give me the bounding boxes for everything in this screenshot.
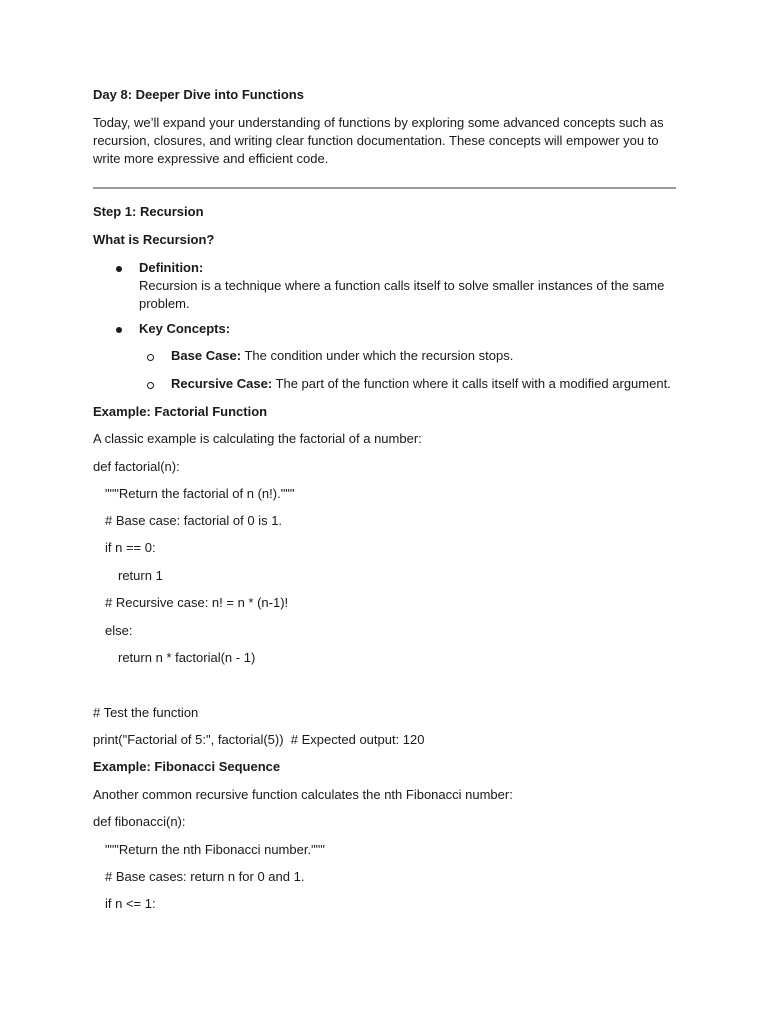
code-line: """Return the nth Fibonacci number."""	[105, 842, 325, 857]
code-line: """Return the factorial of n (n!)."""	[105, 486, 295, 501]
recursive-case-text: The part of the function where it calls itself with a modified argument.	[272, 376, 671, 391]
code-line: return n * factorial(n - 1)	[118, 650, 256, 665]
bullet-circle-icon	[147, 382, 154, 389]
recursive-case-label: Recursive Case:	[171, 376, 273, 391]
base-case-text: The condition under which the recursion stops.	[241, 348, 514, 363]
horizontal-divider	[93, 187, 676, 189]
bullet-circle-icon	[147, 354, 154, 361]
code-line: return 1	[118, 568, 163, 583]
code-line: if n <= 1:	[105, 896, 156, 911]
test-call: print("Factorial of 5:", factorial(5)) # Expected output: 120	[93, 732, 425, 747]
code-line: if n == 0:	[105, 540, 156, 555]
bullet-dot-icon	[116, 266, 122, 272]
factorial-intro: A classic example is calculating the factorial of a number:	[93, 431, 422, 446]
fibonacci-intro: Another common recursive function calculates the nth Fibonacci number:	[93, 787, 513, 802]
code-line: def factorial(n):	[93, 459, 180, 474]
intro-paragraph: Today, we’ll expand your understanding of functions by exploring some advanced concepts such as recursion, closures, and writing clear function documentation. These concepts will empower you to write more expressive and efficient code.	[93, 115, 664, 166]
factorial-heading: Example: Factorial Function	[93, 404, 268, 419]
test-comment: # Test the function	[93, 705, 199, 720]
bullet-dot-icon	[116, 327, 122, 333]
document-page	[93, 0, 683, 1024]
definition-item	[139, 259, 669, 313]
code-line: # Base cases: return n for 0 and 1.	[105, 869, 305, 884]
code-line: # Base case: factorial of 0 is 1.	[105, 513, 283, 528]
step1-heading: Step 1: Recursion	[93, 204, 204, 219]
recursive-case-item	[171, 375, 671, 393]
key-concepts-label: Key Concepts:	[139, 321, 231, 336]
page-title: Day 8: Deeper Dive into Functions	[93, 87, 304, 102]
code-line: # Recursive case: n! = n * (n-1)!	[105, 595, 289, 610]
definition-text: Recursion is a technique where a function calls itself to solve smaller instances of the same problem.	[139, 278, 665, 311]
fibonacci-heading: Example: Fibonacci Sequence	[93, 759, 281, 774]
base-case-label: Base Case:	[171, 348, 242, 363]
code-line: def fibonacci(n):	[93, 814, 186, 829]
definition-label: Definition:	[139, 260, 204, 275]
code-line: else:	[105, 623, 133, 638]
base-case-item	[171, 347, 513, 365]
what-is-recursion-heading: What is Recursion?	[93, 232, 215, 247]
